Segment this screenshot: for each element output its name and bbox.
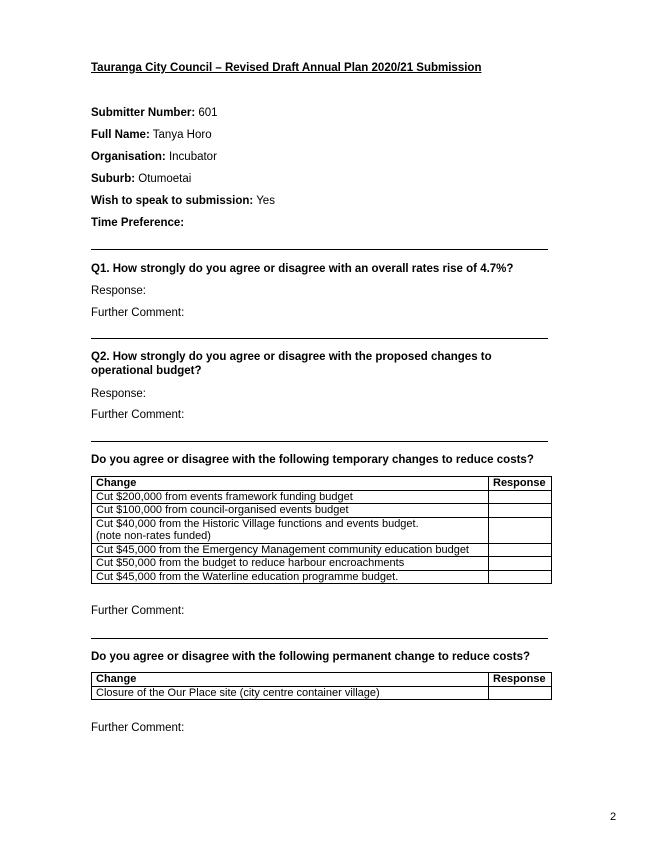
change-cell [92, 517, 489, 543]
full-name-field [91, 128, 212, 142]
change-note: (note non-rates funded) [96, 530, 211, 542]
change-cell: Closure of the Our Place site (city centre container village) [92, 686, 489, 700]
header-response: Response [489, 477, 552, 491]
page-number: 2 [610, 811, 617, 823]
document-title: Tauranga City Council – Revised Draft Annual Plan 2020/21 Submission [91, 62, 482, 74]
full-name-label: Full Name: [91, 129, 150, 141]
q1-comment-label: Further Comment: [91, 307, 185, 319]
change-cell: Cut $45,000 from the Waterline education programme budget. [92, 570, 489, 584]
change-cell: Cut $100,000 from council-organised events budget [92, 504, 489, 518]
q1-question: Q1. How strongly do you agree or disagree with an overall rates rise of 4.7%? [91, 263, 514, 275]
permanent-comment-label: Further Comment: [91, 722, 185, 734]
header-response: Response [489, 673, 552, 687]
suburb-value: Otumoetai [135, 173, 192, 185]
time-preference-field [91, 216, 184, 230]
q1-response-label: Response: [91, 285, 146, 297]
q2-response-label: Response: [91, 388, 146, 400]
submitter-number-field [91, 106, 218, 120]
change-cell: Cut $45,000 from the Emergency Management community education budget [92, 543, 489, 557]
response-cell [489, 570, 552, 584]
response-cell [489, 557, 552, 571]
change-text: Cut $40,000 from the Historic Village functions and events budget. [96, 517, 419, 530]
change-cell: Cut $200,000 from events framework funding budget [92, 490, 489, 504]
temporary-question: Do you agree or disagree with the following temporary changes to reduce costs? [91, 454, 534, 466]
permanent-question: Do you agree or disagree with the following permanent change to reduce costs? [91, 651, 530, 663]
table-header-row [92, 477, 552, 491]
response-cell [489, 490, 552, 504]
table-row [92, 686, 552, 700]
q2-comment-label: Further Comment: [91, 409, 185, 421]
table-row [92, 570, 552, 584]
divider [91, 638, 548, 639]
temporary-changes-table [91, 476, 552, 584]
speak-label: Wish to speak to submission: [91, 195, 254, 207]
response-cell [489, 517, 552, 543]
submitter-number-value: 601 [195, 107, 218, 119]
header-change: Change [92, 477, 489, 491]
divider [91, 249, 548, 250]
speak-value: Yes [253, 195, 275, 207]
suburb-field [91, 172, 191, 186]
divider [91, 338, 548, 339]
time-preference-label: Time Preference: [91, 217, 185, 229]
table-header-row [92, 673, 552, 687]
q2-question: Q2. How strongly do you agree or disagree with the proposed changes to operational budget? [91, 351, 492, 377]
organisation-value: Incubator [165, 151, 217, 163]
header-change: Change [92, 673, 489, 687]
organisation-label: Organisation: [91, 151, 166, 163]
response-cell [489, 543, 552, 557]
table-row [92, 490, 552, 504]
table-row [92, 543, 552, 557]
organisation-field [91, 150, 217, 164]
divider [91, 441, 548, 442]
response-cell [489, 686, 552, 700]
response-cell [489, 504, 552, 518]
full-name-value: Tanya Horo [149, 129, 212, 141]
table-row [92, 557, 552, 571]
table-row [92, 504, 552, 518]
permanent-changes-table [91, 672, 552, 700]
submitter-number-label: Submitter Number: [91, 107, 196, 119]
speak-field [91, 194, 275, 208]
change-cell: Cut $50,000 from the budget to reduce harbour encroachments [92, 557, 489, 571]
temporary-comment-label: Further Comment: [91, 605, 185, 617]
suburb-label: Suburb: [91, 173, 136, 185]
table-row [92, 517, 552, 543]
